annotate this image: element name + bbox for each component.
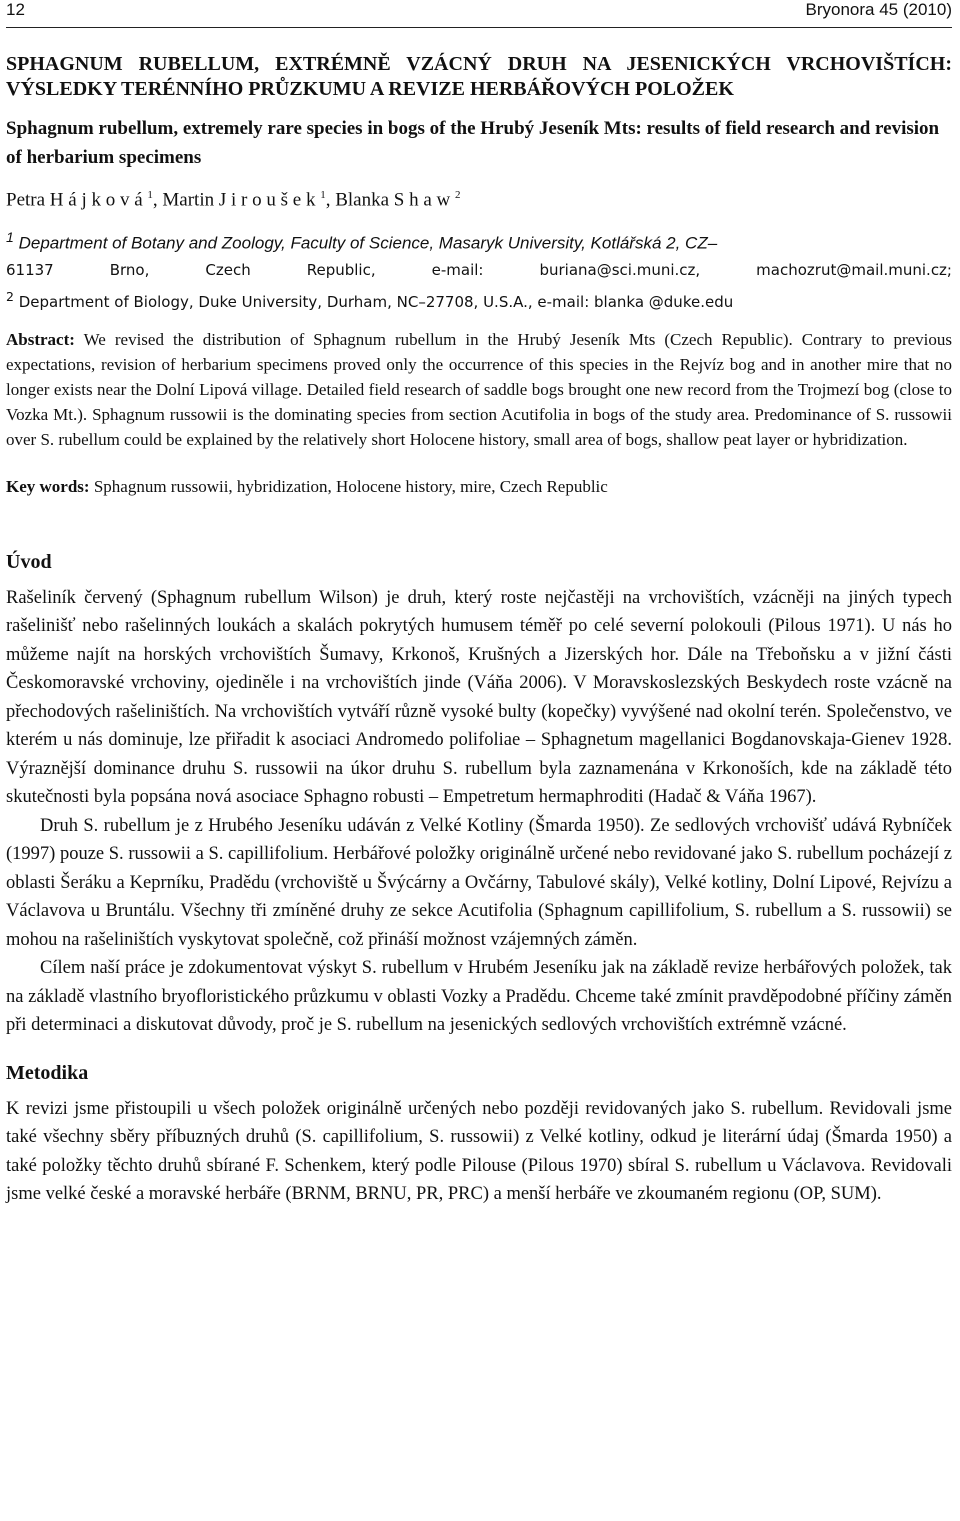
author-affiliation-mark: 1 (320, 189, 326, 201)
page-number: 12 (6, 0, 25, 19)
affiliation-1-contact: 61137 Brno, Czech Republic, e-mail: buriana@sci.muni.cz, machozrut@mail.muni.cz; (6, 260, 952, 279)
affiliation-mark: 1 (6, 230, 14, 247)
affiliation-2 (6, 284, 952, 315)
author-affiliation-mark: 1 (147, 189, 153, 201)
affiliation-text: Department of Biology, Duke University, Durham, NC–27708, U.S.A., e-mail: blanka @duke.edu (18, 292, 734, 311)
title-czech: SPHAGNUM RUBELLUM, EXTRÉMNĚ VZÁCNÝ DRUH NA JESENICKÝCH VRCHOVIŠTÍCH: VÝSLEDKY TERÉNNÍHO PRŮZKUMU A REVIZE HERBÁŘOVÝCH POLOŽEK (6, 53, 952, 100)
author-name: Petra H á j k o v á (6, 189, 143, 211)
author-list: Petra H á j k o v á $^1$, Martin J i r o u š e k $^1$, Blanka S h a w $^2$ (6, 189, 461, 211)
abstract-label: Abstract: (6, 329, 75, 349)
metodika-paragraph-1: K revizi jsme přistoupili u všech položek originálně určených nebo později revidovaných jako S. rubellum. Revidovali jsme také všechny sběry příbuzných druhů (S. capillifolium, S. russowii) z Velké kotliny, odkud je literární údaj (Šmarda 1950) a také položky těchto druhů sbírané F. Schenkem, který podle Pilouse (Pilous 1970) sbíral S. rubellum u Václavova. Revidovali jsme velké české a moravské herbáře (BRNM, BRNU, PR, PRC) a menší herbáře ve zkoumaném regionu (OP, SUM). (6, 1098, 952, 1205)
keywords-label: Key words: (6, 476, 90, 496)
author-name: Blanka S h a w (335, 189, 451, 211)
affiliation-mark: 2 (6, 288, 14, 304)
keywords-text: Sphagnum russowii, hybridization, Holocene history, mire, Czech Republic (93, 476, 608, 496)
affiliation-text: Department of Botany and Zoology, Faculty of Science, Masaryk University, Kotlářská 2, CZ– (18, 233, 718, 253)
title-english: Sphagnum rubellum, extremely rare species in bogs of the Hrubý Jeseník Mts: results of field research and revision of herbarium specimens (6, 118, 940, 168)
section-heading-uvod: Úvod (6, 550, 52, 573)
section-heading-metodika: Metodika (6, 1061, 89, 1084)
author-affiliation-mark: 2 (455, 189, 461, 201)
abstract (6, 327, 952, 452)
author-name: Martin J i r o u š e k (162, 189, 316, 211)
page-header (6, 0, 952, 22)
journal-name: Bryonora 45 (2010) (805, 0, 952, 19)
uvod-paragraph-1: Rašeliník červený (Sphagnum rubellum Wilson) je druh, který roste nejčastěji na vrchovištích, vzácněji na jiných typech rašelinišť nebo rašelinných loukách a skalách pokrytých humusem téměř po celé severní polokouli (Pilous 1971). U nás ho můžeme najít na horských vrchovištích Šumavy, Krkonoš, Krušných a Jizerských hor. Dále na Třeboňsku a v jižní části Českomoravské vrchoviny, ojediněle i na vrchovištích jinde (Váňa 2006). V Moravskoslezských Beskydech roste vzácně na přechodových rašeliništích. Na vrchovištích vytváří různě vysoké bulty (kopečky) vyvýšené nad okolní terén. Společenstvo, ve kterém u nás dominuje, lze přiřadit k asociaci Andromedo polifoliae – Sphagnetum magellanici Bogdanovskaja-Gienev 1928. Výraznější dominance druhu S. russowii na úkor druhu S. rubellum byla zaznamenána v Krkonoších, kde na základě této skutečnosti byla popsána nová asociace Sphagno robusti – Empetretum hermaphroditi (Hadač & Váňa 1967). (6, 587, 952, 808)
uvod-paragraph-2: Druh S. rubellum je z Hrubého Jeseníku udáván z Velké Kotliny (Šmarda 1950). Ze sedlových vrchovišť udává Rybníček (1997) pouze S. russowii a S. capillifolium. Herbářové položky originálně určené nebo revidované jako S. rubellum pocházejí z oblasti Šeráku a Keprníku, Pradědu (vrchoviště u Švýcárny a Ovčárny, Tabulové skály), Velké kotliny, Dolní Lipové, Rejvízu a Václavova u Bruntálu. Všechny tři zmíněné druhy ze sekce Acutifolia (Sphagnum capillifolium, S. rubellum a S. russowii) se mohou na rašeliništích vyskytovat společně, což přináší možnost vzájemných záměn. (6, 815, 952, 950)
affiliation-1 (6, 225, 952, 257)
article (6, 52, 952, 1209)
abstract-text: We revised the distribution of Sphagnum rubellum in the Hrubý Jeseník Mts (Czech Republic). Contrary to previous expectations, revision of herbarium specimens proved only the occurrence of this species in the Rejvíz bog and in another mire that no longer exists near the Dolní Lipová village. Detailed field research of saddle bogs brought one new record from the Trojmezí bog (close to Vozka Mt.). Sphagnum russowii is the dominating species from section Acutifolia in bogs of the study area. Predominance of S. russowii over S. rubellum could be explained by the relatively short Holocene history, small area of bogs, shallow peat layer or hybridization. (6, 329, 952, 449)
keywords (6, 474, 952, 499)
header-rule (6, 27, 952, 28)
uvod-paragraph-3: Cílem naší práce je zdokumentovat výskyt S. rubellum v Hrubém Jeseníku jak na základě revize herbářových položek, tak na základě vlastního bryofloristického průzkumu v oblasti Vozky a Pradědu. Chceme také zmínit pravděpodobné příčiny záměn při determinaci a diskutovat důvody, proč je S. rubellum na jesenických sedlových vrchovištích extrémně vzácné. (6, 958, 952, 1036)
